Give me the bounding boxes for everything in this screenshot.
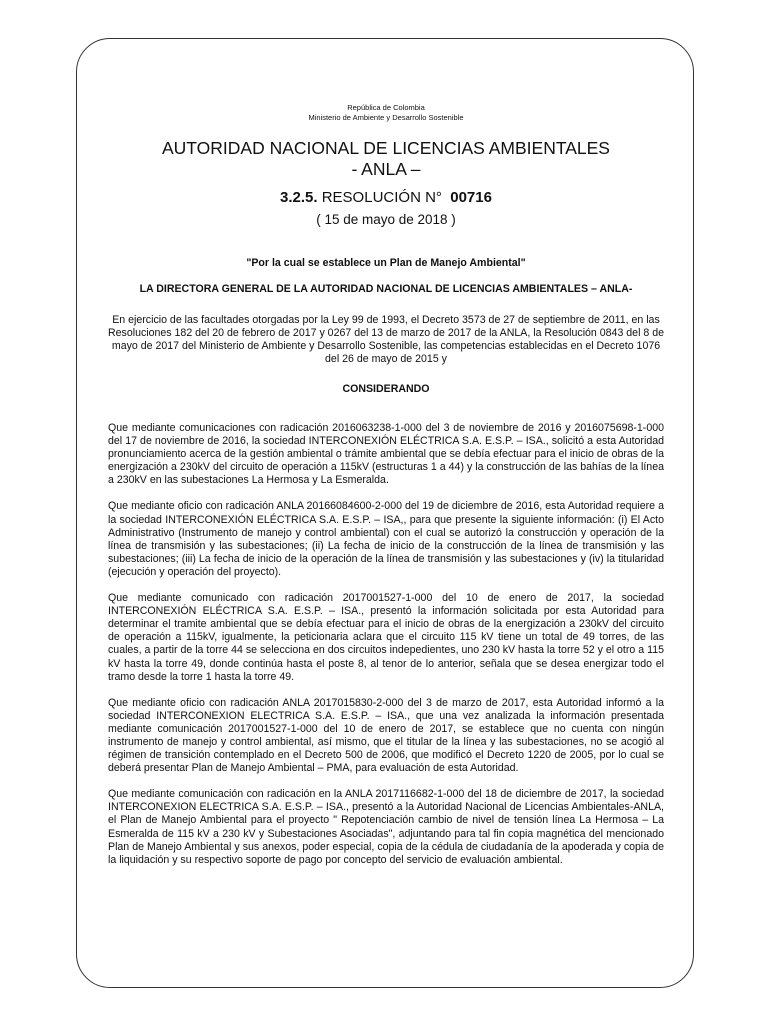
authority-title — [108, 138, 664, 180]
considering-paragraph-2: Que mediante oficio con radicación ANLA 20166084600-2-000 del 19 de diciembre de 2016, esta Autoridad requiere a la sociedad INTERCONEXIÓN ELÉCTRICA S.A. E.S.P. – ISA,, para que presente la siguiente información: (i) El Acto Administrativo (Instrumento de manejo y control ambiental) con el cual se autorizó la construcción y operación de la línea de transmisión y las subestaciones; (ii) La fecha de inicio de la construcción de la línea de transmisión y las subestaciones; (iii) La fecha de inicio de la operación de la línea de transmisión y las subestaciones y (iv) la titularidad (ejecución y operación del proyecto). — [108, 500, 664, 578]
issuer-heading: LA DIRECTORA GENERAL DE LA AUTORIDAD NACIONAL DE LICENCIAS AMBIENTALES – ANLA- — [139, 283, 633, 295]
considering-paragraph-4: Que mediante oficio con radicación ANLA 2017015830-2-000 del 3 de marzo de 2017, esta Autoridad informó a la sociedad INTERCONEXION ELECTRICA S.A. E.S.P. – ISA., que una vez analizada la información presentada mediante comunicación 2017001527-1-000 del 10 de enero de 2017, se establece que no cuenta con ningún instrumento de manejo y control ambiental, así mismo, que el titular de la línea y las subestaciones, no se acogió al régimen de transición contemplado en el Decreto 500 de 2006, que modificó el Decreto 1220 de 2005, por lo cual se deberá presentar Plan de Manejo Ambiental – PMA, para evaluación de esta Autoridad. — [108, 696, 664, 775]
authority-title-line1: AUTORIDAD NACIONAL DE LICENCIAS AMBIENTALES — [162, 138, 610, 158]
authority-title-line2: - ANLA – — [351, 159, 421, 179]
resolution-label: RESOLUCIÓN N° — [321, 189, 442, 206]
resolution-date: ( 15 de mayo de 2018 ) — [316, 212, 456, 227]
considering-heading: CONSIDERANDO — [342, 383, 430, 395]
country-name: República de Colombia — [347, 103, 425, 112]
preamble-text: En ejercicio de las facultades otorgadas por la Ley 99 de 1993, el Decreto 3573 de 27 de septiembre de 2011, en las Resoluciones 182 del 20 de febrero de 2017 y 0267 del 13 de marzo de 2017 de la ANLA, la Resolución 0843 del 8 de mayo de 2017 del Ministerio de Ambiente y Desarrollo Sostenible, las competencias establecidas en el Decreto 1076 del 26 de mayo de 2015 y — [108, 314, 664, 365]
resolution-subject: "Por la cual se establece un Plan de Manejo Ambiental" — [246, 257, 526, 269]
resolution-number: 00716 — [450, 189, 492, 206]
document-body — [108, 103, 664, 867]
ministry-name: Ministerio de Ambiente y Desarrollo Sostenible — [308, 113, 464, 122]
considering-paragraph-3: Que mediante comunicado con radicación 2017001527-1-000 del 10 de enero de 2017, la sociedad INTERCONEXIÓN ELÉCTRICA S.A. E.S.P. – ISA., presentó la información solicitada por esta Autoridad para determinar el tramite ambiental que se debía efectuar para el inicio de obras de la energización a 230kV del circuito de operación a 115kV, igualmente, la peticionaria aclara que el circuito 115 kV tiene un total de 49 torres, de las cuales, a partir de la torre 44 se selecciona en dos circuitos indepedientes, uno 230 kV hasta la torre 52 y el otro a 115 kV hasta la torre 49, donde continúa hasta el poste 8, al tenor de lo anterior, señala que se desea energizar todo el tramo desde la torre 1 hasta la torre 49. — [108, 592, 664, 683]
section-number: 3.2.5. — [280, 189, 318, 206]
resolution-line — [108, 189, 664, 207]
considering-paragraph-5: Que mediante comunicación con radicación en la ANLA 2017116682-1-000 del 18 de diciembre de 2017, la sociedad INTERCONEXION ELECTRICA S.A. E.S.P. – ISA., presentó a la Autoridad Nacional de Licencias Ambientales-ANLA, el Plan de Manejo Ambiental para el proyecto " Repotenciación cambio de nivel de tensión línea La Hermosa – La Esmeralda de 115 kV a 230 kV y Subestaciones Asociadas", adjuntando para tal fin copia magnética del mencionado Plan de Manejo Ambiental y sus anexos, poder especial, copia de la cédula de ciudadanía de la apoderada y copia de la liquidación y su respectivo soporte de pago por concepto del servicio de evaluación ambiental. — [108, 788, 664, 866]
considering-paragraph-1: Que mediante comunicaciones con radicación 2016063238-1-000 del 3 de noviembre de 2016 y 2016075698-1-000 del 17 de noviembre de 2016, la sociedad INTERCONEXIÓN ELÉCTRICA S.A. E.S.P. – ISA., solicitó a esta Autoridad pronunciamiento acerca de la gestión ambiental o trámite ambiental que se debía efectuar para el inicio de obras de la energización a 230kV del circuito de operación a 115kV (estructuras 1 a 44) y la construcción de las bahías de la línea a 230kV en las subestaciones La Hermosa y La Esmeralda. — [108, 422, 664, 487]
